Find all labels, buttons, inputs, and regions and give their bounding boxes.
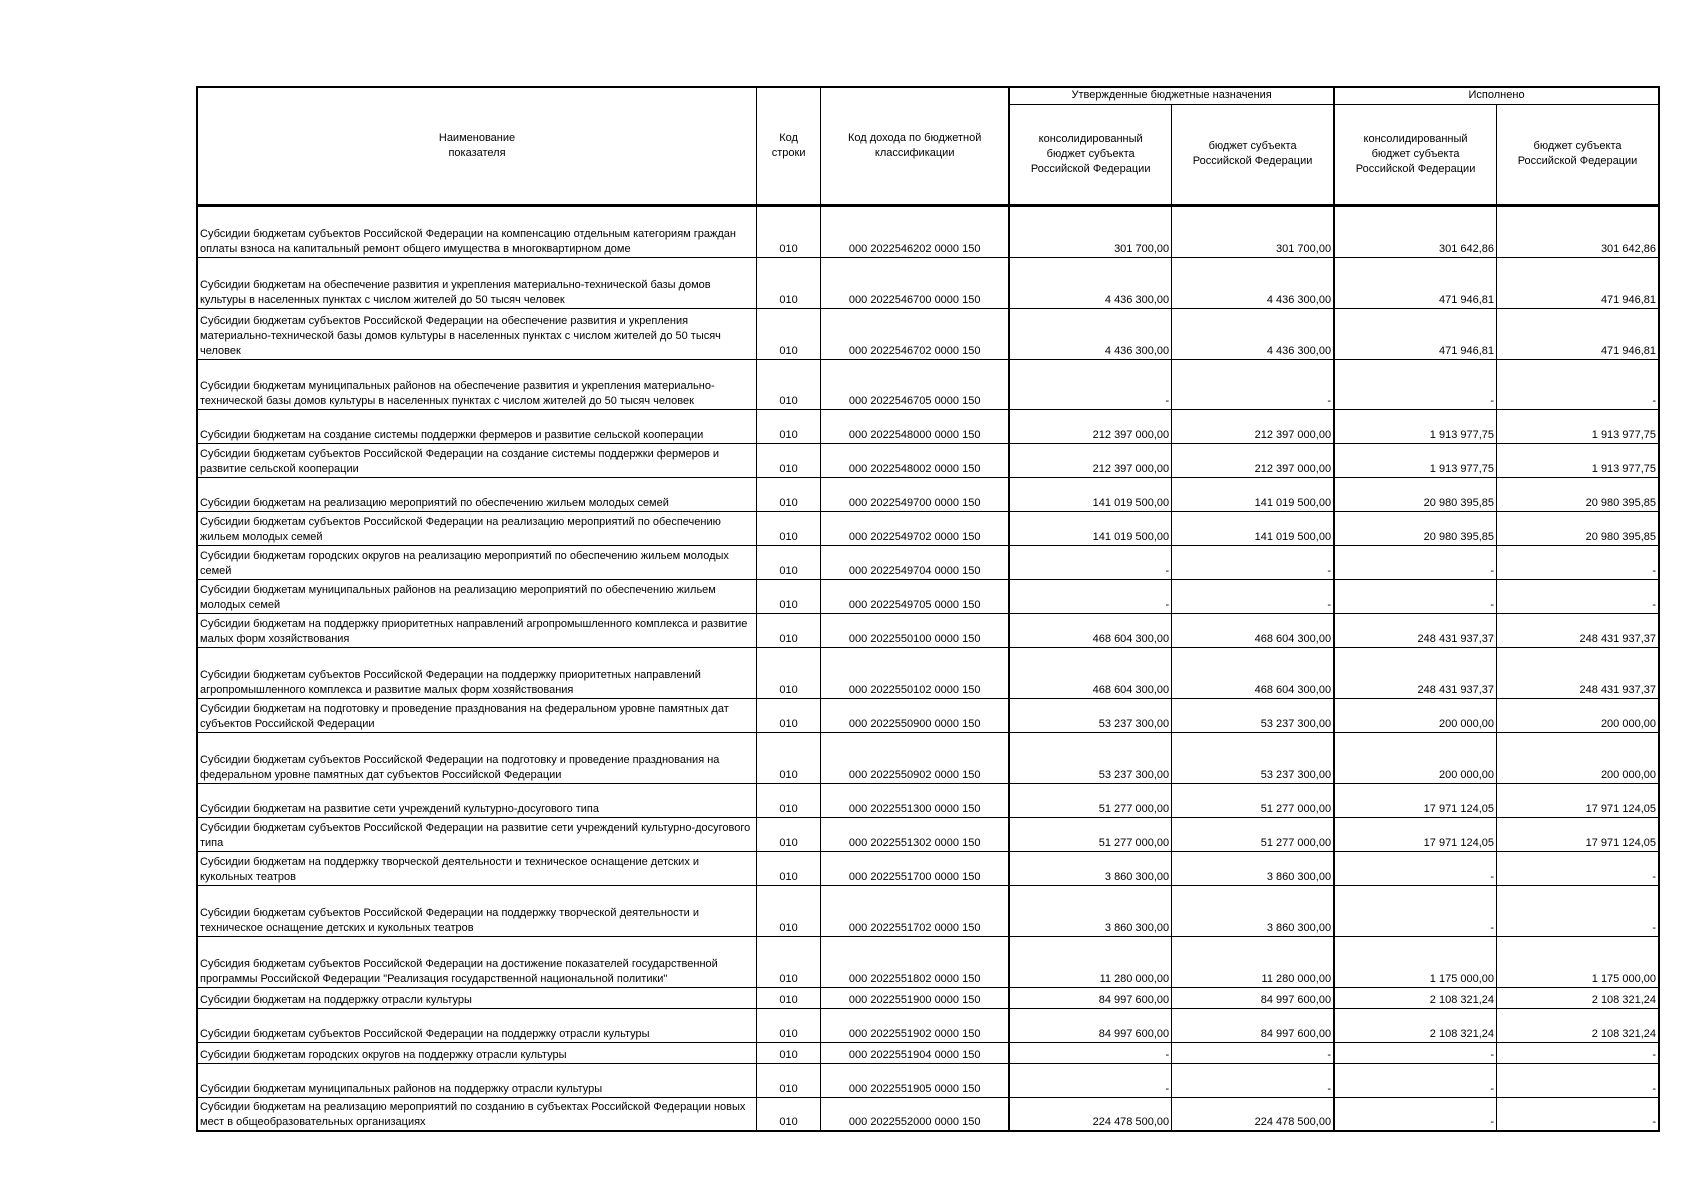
executed-consolidated-value: -: [1334, 1042, 1496, 1063]
executed-subject-value: -: [1497, 885, 1659, 936]
executed-subject-value: 301 642,86: [1497, 205, 1659, 257]
approved-subject-value: 468 604 300,00: [1172, 613, 1334, 647]
approved-consolidated-value: 141 019 500,00: [1009, 511, 1171, 545]
table-row: [197, 783, 1659, 817]
row-kbk: 000 2022551902 0000 150: [821, 1008, 1010, 1042]
row-name: Субсидии бюджетам субъектов Российской Федерации на обеспечение развития и укрепления материально-технической базы домов культуры в населенных пунктах с числом жителей до 50 тысяч человек: [197, 308, 757, 359]
header-kbk: Код дохода по бюджетной классификации: [821, 87, 1010, 205]
row-code: 010: [757, 1063, 821, 1097]
header-approved-subject: бюджет субъекта Российской Федерации: [1172, 104, 1334, 205]
row-code: 010: [757, 579, 821, 613]
row-code: 010: [757, 1042, 821, 1063]
row-kbk: 000 2022550102 0000 150: [821, 647, 1010, 698]
row-kbk: 000 2022546202 0000 150: [821, 205, 1010, 257]
executed-consolidated-value: -: [1334, 1063, 1496, 1097]
row-name: Субсидии бюджетам муниципальных районов на поддержку отрасли культуры: [197, 1063, 757, 1097]
row-name: Субсидии бюджетам городских округов на поддержку отрасли культуры: [197, 1042, 757, 1063]
executed-consolidated-value: 1 913 977,75: [1334, 443, 1496, 477]
row-code: 010: [757, 443, 821, 477]
executed-consolidated-value: 2 108 321,24: [1334, 1008, 1496, 1042]
table-row: [197, 647, 1659, 698]
row-kbk: 000 2022551900 0000 150: [821, 987, 1010, 1008]
table-row: [197, 1097, 1659, 1131]
table-row: [197, 613, 1659, 647]
row-kbk: 000 2022549700 0000 150: [821, 477, 1010, 511]
executed-subject-value: 1 913 977,75: [1497, 443, 1659, 477]
approved-consolidated-value: -: [1009, 579, 1171, 613]
row-code: 010: [757, 987, 821, 1008]
approved-consolidated-value: 468 604 300,00: [1009, 647, 1171, 698]
executed-subject-value: -: [1497, 1097, 1659, 1131]
executed-consolidated-value: -: [1334, 545, 1496, 579]
table-row: [197, 545, 1659, 579]
executed-subject-value: 471 946,81: [1497, 308, 1659, 359]
row-kbk: 000 2022552000 0000 150: [821, 1097, 1010, 1131]
row-name: Субсидии бюджетам субъектов Российской Федерации на развитие сети учреждений культурно-досугового типа: [197, 817, 757, 851]
executed-consolidated-value: 1 175 000,00: [1334, 936, 1496, 987]
approved-consolidated-value: 4 436 300,00: [1009, 308, 1171, 359]
executed-consolidated-value: 200 000,00: [1334, 698, 1496, 732]
approved-subject-value: -: [1172, 545, 1334, 579]
table-row: [197, 817, 1659, 851]
row-code: 010: [757, 308, 821, 359]
row-code: 010: [757, 409, 821, 443]
row-code: 010: [757, 545, 821, 579]
executed-subject-value: 200 000,00: [1497, 732, 1659, 783]
row-code: 010: [757, 205, 821, 257]
approved-consolidated-value: 3 860 300,00: [1009, 885, 1171, 936]
row-name: Субсидии бюджетам на обеспечение развития и укрепления материально-технической базы домов культуры в населенных пунктах с числом жителей до 50 тысяч человек: [197, 257, 757, 308]
approved-subject-value: 3 860 300,00: [1172, 851, 1334, 885]
table-row: [197, 579, 1659, 613]
executed-subject-value: -: [1497, 1063, 1659, 1097]
executed-subject-value: 200 000,00: [1497, 698, 1659, 732]
approved-consolidated-value: -: [1009, 1042, 1171, 1063]
executed-subject-value: 1 913 977,75: [1497, 409, 1659, 443]
table-header: [197, 87, 1659, 205]
table-row: [197, 359, 1659, 409]
header-approved-consolidated: консолидированный бюджет субъекта Российской Федерации: [1009, 104, 1171, 205]
row-code: 010: [757, 885, 821, 936]
row-name: Субсидии бюджетам на реализацию мероприятий по созданию в субъектах Российской Федерации новых мест в общеобразовательных организациях: [197, 1097, 757, 1131]
row-name: Субсидии бюджетам субъектов Российской Федерации на компенсацию отдельным категориям граждан оплаты взноса на капитальный ремонт общего имущества в многоквартирном доме: [197, 205, 757, 257]
executed-subject-value: -: [1497, 579, 1659, 613]
approved-consolidated-value: 53 237 300,00: [1009, 698, 1171, 732]
executed-consolidated-value: 471 946,81: [1334, 308, 1496, 359]
row-kbk: 000 2022549705 0000 150: [821, 579, 1010, 613]
row-code: 010: [757, 1008, 821, 1042]
row-code: 010: [757, 698, 821, 732]
row-kbk: 000 2022550900 0000 150: [821, 698, 1010, 732]
approved-subject-value: -: [1172, 359, 1334, 409]
approved-consolidated-value: 84 997 600,00: [1009, 1008, 1171, 1042]
executed-subject-value: 17 971 124,05: [1497, 783, 1659, 817]
executed-consolidated-value: -: [1334, 851, 1496, 885]
row-code: 010: [757, 359, 821, 409]
executed-subject-value: 471 946,81: [1497, 257, 1659, 308]
row-kbk: 000 2022550902 0000 150: [821, 732, 1010, 783]
approved-subject-value: 141 019 500,00: [1172, 477, 1334, 511]
table-row: [197, 257, 1659, 308]
row-name: Субсидии бюджетам субъектов Российской Федерации на подготовку и проведение празднования на федеральном уровне памятных дат субъектов Российской Федерации: [197, 732, 757, 783]
table-row: [197, 1008, 1659, 1042]
header-executed-consolidated: консолидированный бюджет субъекта Российской Федерации: [1334, 104, 1496, 205]
approved-subject-value: 212 397 000,00: [1172, 409, 1334, 443]
executed-subject-value: -: [1497, 851, 1659, 885]
table-row: [197, 409, 1659, 443]
executed-consolidated-value: 248 431 937,37: [1334, 647, 1496, 698]
row-kbk: 000 2022546705 0000 150: [821, 359, 1010, 409]
approved-subject-value: -: [1172, 579, 1334, 613]
approved-consolidated-value: 84 997 600,00: [1009, 987, 1171, 1008]
approved-subject-value: -: [1172, 1063, 1334, 1097]
approved-subject-value: 141 019 500,00: [1172, 511, 1334, 545]
approved-consolidated-value: 224 478 500,00: [1009, 1097, 1171, 1131]
table-row: [197, 511, 1659, 545]
row-code: 010: [757, 732, 821, 783]
table-row: [197, 1042, 1659, 1063]
executed-consolidated-value: -: [1334, 885, 1496, 936]
approved-consolidated-value: -: [1009, 545, 1171, 579]
row-kbk: 000 2022551302 0000 150: [821, 817, 1010, 851]
table-row: [197, 936, 1659, 987]
executed-consolidated-value: 471 946,81: [1334, 257, 1496, 308]
row-name: Субсидии бюджетам субъектов Российской Федерации на поддержку отрасли культуры: [197, 1008, 757, 1042]
header-row-code: Код строки: [757, 87, 821, 205]
row-code: 010: [757, 1097, 821, 1131]
executed-subject-value: 2 108 321,24: [1497, 1008, 1659, 1042]
table-row: [197, 732, 1659, 783]
approved-subject-value: 11 280 000,00: [1172, 936, 1334, 987]
approved-subject-value: 468 604 300,00: [1172, 647, 1334, 698]
header-approved-group: Утвержденные бюджетные назначения: [1009, 87, 1334, 104]
executed-consolidated-value: 200 000,00: [1334, 732, 1496, 783]
approved-subject-value: 53 237 300,00: [1172, 698, 1334, 732]
table-body: [197, 205, 1659, 1131]
row-kbk: 000 2022550100 0000 150: [821, 613, 1010, 647]
row-name: Субсидии бюджетам субъектов Российской Федерации на поддержку творческой деятельности и техническое оснащение детских и кукольных театров: [197, 885, 757, 936]
row-name: Субсидии бюджетам субъектов Российской Федерации на поддержку приоритетных направлений агропромышленного комплекса и развитие малых форм хозяйствования: [197, 647, 757, 698]
executed-subject-value: 248 431 937,37: [1497, 613, 1659, 647]
table-row: [197, 987, 1659, 1008]
row-name: Субсидии бюджетам на поддержку творческой деятельности и техническое оснащение детских и кукольных театров: [197, 851, 757, 885]
row-kbk: 000 2022551700 0000 150: [821, 851, 1010, 885]
budget-execution-table: [196, 86, 1660, 1132]
row-code: 010: [757, 936, 821, 987]
approved-consolidated-value: 212 397 000,00: [1009, 409, 1171, 443]
row-kbk: 000 2022551702 0000 150: [821, 885, 1010, 936]
row-code: 010: [757, 477, 821, 511]
header-name: Наименование показателя: [197, 87, 757, 205]
executed-subject-value: -: [1497, 545, 1659, 579]
approved-consolidated-value: 301 700,00: [1009, 205, 1171, 257]
row-name: Субсидии бюджетам на поддержку отрасли культуры: [197, 987, 757, 1008]
approved-subject-value: 84 997 600,00: [1172, 1008, 1334, 1042]
approved-subject-value: -: [1172, 1042, 1334, 1063]
approved-consolidated-value: 51 277 000,00: [1009, 817, 1171, 851]
row-code: 010: [757, 511, 821, 545]
approved-subject-value: 53 237 300,00: [1172, 732, 1334, 783]
row-name: Субсидии бюджетам муниципальных районов на реализацию мероприятий по обеспечению жильем молодых семей: [197, 579, 757, 613]
row-code: 010: [757, 257, 821, 308]
row-kbk: 000 2022549702 0000 150: [821, 511, 1010, 545]
approved-subject-value: 51 277 000,00: [1172, 817, 1334, 851]
table-row: [197, 308, 1659, 359]
executed-subject-value: -: [1497, 359, 1659, 409]
approved-consolidated-value: 4 436 300,00: [1009, 257, 1171, 308]
approved-consolidated-value: 468 604 300,00: [1009, 613, 1171, 647]
row-code: 010: [757, 613, 821, 647]
executed-subject-value: 17 971 124,05: [1497, 817, 1659, 851]
approved-consolidated-value: 3 860 300,00: [1009, 851, 1171, 885]
executed-consolidated-value: -: [1334, 359, 1496, 409]
table-row: [197, 205, 1659, 257]
header-executed-group: Исполнено: [1334, 87, 1659, 104]
row-name: Субсидии бюджетам субъектов Российской Федерации на создание системы поддержки фермеров и развитие сельской кооперации: [197, 443, 757, 477]
executed-consolidated-value: 17 971 124,05: [1334, 783, 1496, 817]
row-name: Субсидии бюджетам городских округов на реализацию мероприятий по обеспечению жильем молодых семей: [197, 545, 757, 579]
row-kbk: 000 2022551802 0000 150: [821, 936, 1010, 987]
row-name: Субсидии бюджетам на развитие сети учреждений культурно-досугового типа: [197, 783, 757, 817]
executed-subject-value: 248 431 937,37: [1497, 647, 1659, 698]
approved-consolidated-value: 141 019 500,00: [1009, 477, 1171, 511]
executed-consolidated-value: 20 980 395,85: [1334, 477, 1496, 511]
approved-subject-value: 212 397 000,00: [1172, 443, 1334, 477]
approved-consolidated-value: 53 237 300,00: [1009, 732, 1171, 783]
approved-consolidated-value: -: [1009, 1063, 1171, 1097]
approved-consolidated-value: 212 397 000,00: [1009, 443, 1171, 477]
row-kbk: 000 2022551905 0000 150: [821, 1063, 1010, 1097]
executed-consolidated-value: -: [1334, 1097, 1496, 1131]
executed-subject-value: 2 108 321,24: [1497, 987, 1659, 1008]
row-name: Субсидии бюджетам на реализацию мероприятий по обеспечению жильем молодых семей: [197, 477, 757, 511]
approved-subject-value: 51 277 000,00: [1172, 783, 1334, 817]
row-name: Субсидии бюджетам субъектов Российской Федерации на реализацию мероприятий по обеспечению жильем молодых семей: [197, 511, 757, 545]
executed-consolidated-value: 17 971 124,05: [1334, 817, 1496, 851]
row-name: Субсидии бюджетам на подготовку и проведение празднования на федеральном уровне памятных дат субъектов Российской Федерации: [197, 698, 757, 732]
row-code: 010: [757, 817, 821, 851]
approved-subject-value: 301 700,00: [1172, 205, 1334, 257]
row-name: Субсидии бюджетам на создание системы поддержки фермеров и развитие сельской кооперации: [197, 409, 757, 443]
row-kbk: 000 2022551300 0000 150: [821, 783, 1010, 817]
row-code: 010: [757, 783, 821, 817]
executed-subject-value: -: [1497, 1042, 1659, 1063]
approved-subject-value: 4 436 300,00: [1172, 257, 1334, 308]
executed-consolidated-value: 1 913 977,75: [1334, 409, 1496, 443]
executed-subject-value: 20 980 395,85: [1497, 477, 1659, 511]
row-name: Субсидии бюджетам муниципальных районов на обеспечение развития и укрепления материально-технической базы домов культуры в населенных пунктах с числом жителей до 50 тысяч человек: [197, 359, 757, 409]
executed-consolidated-value: 248 431 937,37: [1334, 613, 1496, 647]
table-row: [197, 698, 1659, 732]
approved-consolidated-value: 51 277 000,00: [1009, 783, 1171, 817]
table-row: [197, 885, 1659, 936]
row-kbk: 000 2022546702 0000 150: [821, 308, 1010, 359]
row-kbk: 000 2022549704 0000 150: [821, 545, 1010, 579]
row-kbk: 000 2022551904 0000 150: [821, 1042, 1010, 1063]
row-name: Субсидия бюджетам субъектов Российской Федерации на достижение показателей государственной программы Российской Федерации "Реализация государственной национальной политики": [197, 936, 757, 987]
table-row: [197, 443, 1659, 477]
approved-subject-value: 224 478 500,00: [1172, 1097, 1334, 1131]
row-name: Субсидии бюджетам на поддержку приоритетных направлений агропромышленного комплекса и развитие малых форм хозяйствования: [197, 613, 757, 647]
table-row: [197, 477, 1659, 511]
header-executed-subject: бюджет субъекта Российской Федерации: [1497, 104, 1659, 205]
approved-consolidated-value: 11 280 000,00: [1009, 936, 1171, 987]
executed-subject-value: 1 175 000,00: [1497, 936, 1659, 987]
row-code: 010: [757, 851, 821, 885]
row-kbk: 000 2022546700 0000 150: [821, 257, 1010, 308]
approved-subject-value: 3 860 300,00: [1172, 885, 1334, 936]
executed-consolidated-value: 2 108 321,24: [1334, 987, 1496, 1008]
executed-subject-value: 20 980 395,85: [1497, 511, 1659, 545]
row-code: 010: [757, 647, 821, 698]
row-kbk: 000 2022548002 0000 150: [821, 443, 1010, 477]
approved-consolidated-value: -: [1009, 359, 1171, 409]
row-kbk: 000 2022548000 0000 150: [821, 409, 1010, 443]
executed-consolidated-value: 20 980 395,85: [1334, 511, 1496, 545]
approved-subject-value: 84 997 600,00: [1172, 987, 1334, 1008]
table-row: [197, 851, 1659, 885]
approved-subject-value: 4 436 300,00: [1172, 308, 1334, 359]
executed-consolidated-value: 301 642,86: [1334, 205, 1496, 257]
table-row: [197, 1063, 1659, 1097]
executed-consolidated-value: -: [1334, 579, 1496, 613]
